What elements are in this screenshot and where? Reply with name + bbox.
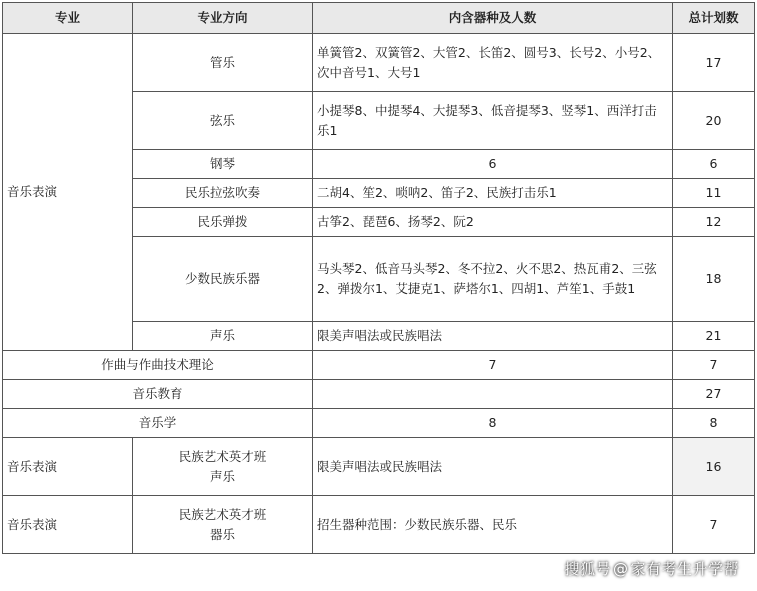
total-cell: 27: [673, 380, 755, 409]
major-cell: 音乐学: [3, 409, 313, 438]
instruments-cell: 马头琴2、低音马头琴2、冬不拉2、火不思2、热瓦甫2、三弦2、弹拨尔1、艾捷克1、萨塔尔1、四胡1、芦笙1、手鼓1: [313, 237, 673, 322]
total-cell: 20: [673, 92, 755, 150]
total-cell: 18: [673, 237, 755, 322]
total-cell: 11: [673, 179, 755, 208]
major-cell: 音乐教育: [3, 380, 313, 409]
watermark-source: 搜狐号: [564, 560, 611, 578]
total-cell: 17: [673, 34, 755, 92]
direction-line: 民族艺术英才班: [178, 448, 267, 464]
watermark-at-icon: @: [612, 560, 629, 578]
table-row: [3, 409, 755, 438]
instruments-cell: 限美声唱法或民族唱法: [313, 322, 673, 351]
instruments-cell: 7: [313, 351, 673, 380]
direction-cell: 弦乐: [133, 92, 313, 150]
instruments-cell: 小提琴8、中提琴4、大提琴3、低音提琴3、竖琴1、西洋打击乐1: [313, 92, 673, 150]
direction-cell: [133, 496, 313, 554]
direction-line: 器乐: [209, 526, 235, 542]
total-cell: 16: [673, 438, 755, 496]
header-instruments: 内含器种及人数: [313, 3, 673, 34]
total-cell: 21: [673, 322, 755, 351]
direction-cell: 民乐拉弦吹奏: [133, 179, 313, 208]
direction-line: 声乐: [209, 468, 235, 484]
header-direction: 专业方向: [133, 3, 313, 34]
direction-cell: 少数民族乐器: [133, 237, 313, 322]
total-cell: 7: [673, 351, 755, 380]
major-cell: 音乐表演: [3, 34, 133, 351]
table-row: [3, 496, 755, 554]
direction-cell: 声乐: [133, 322, 313, 351]
instruments-cell: 招生器种范围：少数民族乐器、民乐: [313, 496, 673, 554]
total-cell: 6: [673, 150, 755, 179]
direction-cell: 管乐: [133, 34, 313, 92]
direction-cell: 民乐弹拨: [133, 208, 313, 237]
watermark-account: 家有考生升学帮: [630, 560, 739, 578]
table-row: [3, 438, 755, 496]
instruments-cell: 二胡4、笙2、唢呐2、笛子2、民族打击乐1: [313, 179, 673, 208]
instruments-cell: 8: [313, 409, 673, 438]
instruments-cell: 6: [313, 150, 673, 179]
watermark: [564, 558, 739, 579]
direction-line: 民族艺术英才班: [178, 506, 267, 522]
instruments-cell: 限美声唱法或民族唱法: [313, 438, 673, 496]
table-row: [3, 380, 755, 409]
header-total: 总计划数: [673, 3, 755, 34]
header-major: 专业: [3, 3, 133, 34]
table-row: [3, 351, 755, 380]
major-cell: 作曲与作曲技术理论: [3, 351, 313, 380]
major-cell: 音乐表演: [3, 496, 133, 554]
total-cell: 12: [673, 208, 755, 237]
instruments-cell: 单簧管2、双簧管2、大管2、长笛2、圆号3、长号2、小号2、次中音号1、大号1: [313, 34, 673, 92]
header-row: [3, 3, 755, 34]
direction-cell: [133, 438, 313, 496]
major-cell: 音乐表演: [3, 438, 133, 496]
table-row: [3, 34, 755, 92]
total-cell: 8: [673, 409, 755, 438]
instruments-cell: 古筝2、琵琶6、扬琴2、阮2: [313, 208, 673, 237]
instruments-cell: [313, 380, 673, 409]
direction-cell: 钢琴: [133, 150, 313, 179]
enrollment-plan-table: [2, 2, 755, 554]
total-cell: 7: [673, 496, 755, 554]
